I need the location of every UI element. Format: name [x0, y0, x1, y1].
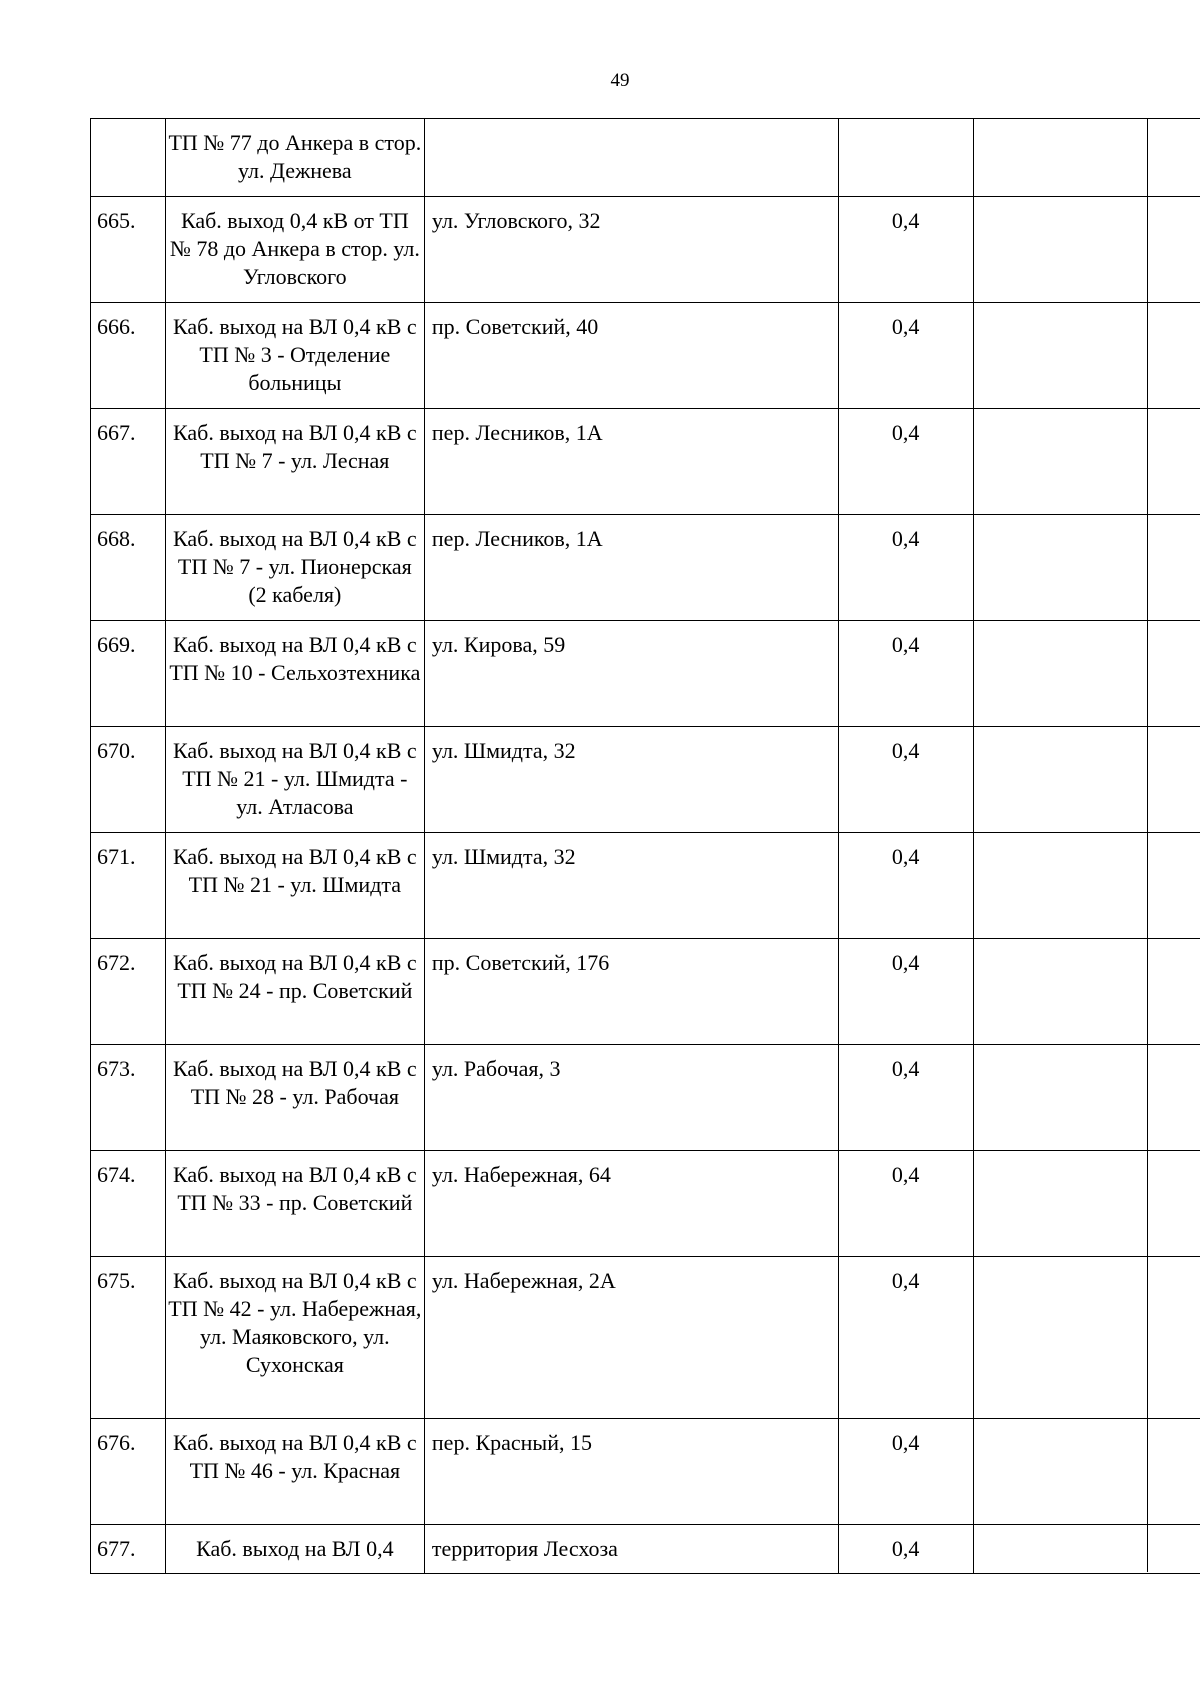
- object-name: Каб. выход на ВЛ 0,4 кВ с ТП № 10 - Сельхозтехника: [165, 621, 424, 727]
- object-name: Каб. выход на ВЛ 0,4 кВ с ТП № 3 - Отделение больницы: [165, 303, 424, 409]
- empty-cell: [973, 409, 1200, 515]
- table-row: [91, 1257, 1200, 1419]
- empty-cell: [973, 833, 1200, 939]
- object-address: ул. Шмидта, 32: [424, 833, 838, 939]
- object-name: Каб. выход на ВЛ 0,4 кВ с ТП № 21 - ул. Шмидта: [165, 833, 424, 939]
- table-row: [91, 1525, 1200, 1574]
- table-row: [91, 119, 1200, 197]
- page-number: 49: [610, 70, 630, 91]
- row-number: 668.: [91, 515, 166, 621]
- object-name: Каб. выход на ВЛ 0,4 кВ с ТП № 7 - ул. Пионерская (2 кабеля): [165, 515, 424, 621]
- row-number: 671.: [91, 833, 166, 939]
- table-row: [91, 303, 1200, 409]
- empty-cell: [973, 939, 1200, 1045]
- table-right-border: [1147, 118, 1148, 1572]
- empty-cell: [973, 1151, 1200, 1257]
- object-address: ул. Рабочая, 3: [424, 1045, 838, 1151]
- row-number: 670.: [91, 727, 166, 833]
- row-number: 677.: [91, 1525, 166, 1574]
- object-voltage: 0,4: [838, 727, 973, 833]
- object-address: ул. Кирова, 59: [424, 621, 838, 727]
- table-row: [91, 727, 1200, 833]
- object-name: Каб. выход 0,4 кВ от ТП № 78 до Анкера в стор. ул. Угловского: [165, 197, 424, 303]
- table-row: [91, 409, 1200, 515]
- object-voltage: [838, 119, 973, 197]
- row-number: [91, 119, 166, 197]
- object-address: ул. Набережная, 64: [424, 1151, 838, 1257]
- row-number: 676.: [91, 1419, 166, 1525]
- object-voltage: 0,4: [838, 197, 973, 303]
- object-name: Каб. выход на ВЛ 0,4 кВ с ТП № 46 - ул. Красная: [165, 1419, 424, 1525]
- table-row: [91, 1419, 1200, 1525]
- object-voltage: 0,4: [838, 1045, 973, 1151]
- row-number: 665.: [91, 197, 166, 303]
- row-number: 672.: [91, 939, 166, 1045]
- object-voltage: 0,4: [838, 1525, 973, 1574]
- object-voltage: 0,4: [838, 1419, 973, 1525]
- object-name: Каб. выход на ВЛ 0,4 кВ с ТП № 28 - ул. Рабочая: [165, 1045, 424, 1151]
- object-name: ТП № 77 до Анкера в стор. ул. Дежнева: [165, 119, 424, 197]
- empty-cell: [973, 119, 1200, 197]
- table-row: [91, 939, 1200, 1045]
- empty-cell: [973, 303, 1200, 409]
- object-address: пр. Советский, 176: [424, 939, 838, 1045]
- object-name: Каб. выход на ВЛ 0,4 кВ с ТП № 24 - пр. Советский: [165, 939, 424, 1045]
- row-number: 673.: [91, 1045, 166, 1151]
- row-number: 667.: [91, 409, 166, 515]
- object-address: ул. Шмидта, 32: [424, 727, 838, 833]
- object-address: ул. Угловского, 32: [424, 197, 838, 303]
- object-address: пер. Лесников, 1А: [424, 515, 838, 621]
- empty-cell: [973, 197, 1200, 303]
- object-name: Каб. выход на ВЛ 0,4 кВ с ТП № 7 - ул. Лесная: [165, 409, 424, 515]
- object-name: Каб. выход на ВЛ 0,4 кВ с ТП № 33 - пр. Советский: [165, 1151, 424, 1257]
- empty-cell: [973, 1525, 1200, 1574]
- object-address: пер. Красный, 15: [424, 1419, 838, 1525]
- object-voltage: 0,4: [838, 409, 973, 515]
- empty-cell: [973, 1257, 1200, 1419]
- empty-cell: [973, 515, 1200, 621]
- object-address: пр. Советский, 40: [424, 303, 838, 409]
- object-address: [424, 119, 838, 197]
- object-voltage: 0,4: [838, 833, 973, 939]
- table-row: [91, 197, 1200, 303]
- object-voltage: 0,4: [838, 621, 973, 727]
- table-row: [91, 833, 1200, 939]
- object-voltage: 0,4: [838, 1151, 973, 1257]
- object-address: территория Лесхоза: [424, 1525, 838, 1574]
- object-address: ул. Набережная, 2А: [424, 1257, 838, 1419]
- object-address: пер. Лесников, 1А: [424, 409, 838, 515]
- table-row: [91, 621, 1200, 727]
- table-row: [91, 1151, 1200, 1257]
- empty-cell: [973, 1419, 1200, 1525]
- row-number: 675.: [91, 1257, 166, 1419]
- object-voltage: 0,4: [838, 1257, 973, 1419]
- object-name: Каб. выход на ВЛ 0,4 кВ с ТП № 21 - ул. Шмидта - ул. Атласова: [165, 727, 424, 833]
- object-voltage: 0,4: [838, 515, 973, 621]
- table-row: [91, 1045, 1200, 1151]
- empty-cell: [973, 1045, 1200, 1151]
- object-voltage: 0,4: [838, 303, 973, 409]
- empty-cell: [973, 727, 1200, 833]
- object-name: Каб. выход на ВЛ 0,4 кВ с ТП № 42 - ул. Набережная, ул. Маяковского, ул. Сухонская: [165, 1257, 424, 1419]
- object-voltage: 0,4: [838, 939, 973, 1045]
- table-row: [91, 515, 1200, 621]
- row-number: 674.: [91, 1151, 166, 1257]
- object-name: Каб. выход на ВЛ 0,4: [165, 1525, 424, 1574]
- row-number: 669.: [91, 621, 166, 727]
- row-number: 666.: [91, 303, 166, 409]
- objects-table: [90, 118, 1200, 1574]
- empty-cell: [973, 621, 1200, 727]
